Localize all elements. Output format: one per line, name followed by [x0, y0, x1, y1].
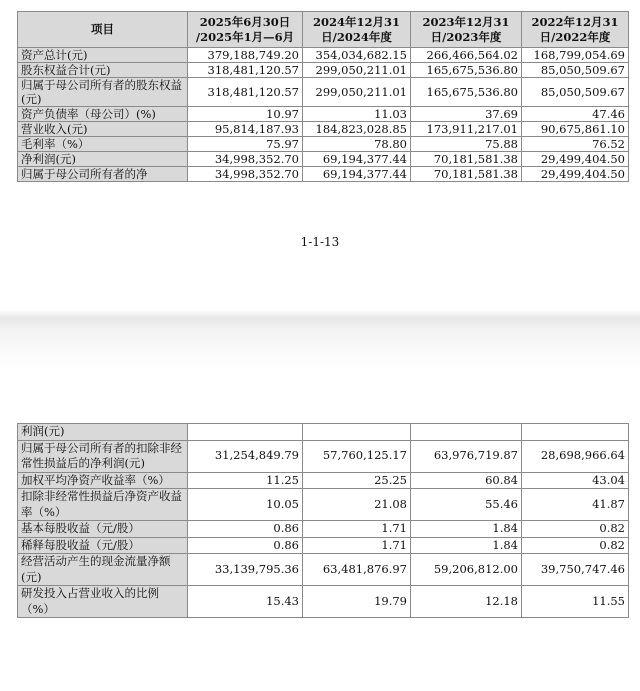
table-row	[18, 489, 629, 521]
cell-value: 75.88	[411, 137, 522, 152]
cell-value: 34,998,352.70	[188, 167, 303, 182]
cell-value: 0.82	[522, 537, 629, 554]
cell-value: 1.84	[411, 537, 522, 554]
table-row	[18, 521, 629, 538]
cell-value: 165,675,536.80	[411, 63, 522, 78]
cell-value: 63,976,719.87	[411, 440, 522, 472]
cell-value: 69,194,377.44	[303, 152, 411, 167]
row-label: 经营活动产生的现金流量净额(元)	[18, 554, 188, 586]
cell-value	[303, 424, 411, 441]
cell-value: 85,050,509.67	[522, 78, 629, 107]
table-row	[18, 554, 629, 586]
cell-value: 75.97	[188, 137, 303, 152]
table-row	[18, 424, 629, 441]
cell-value: 57,760,125.17	[303, 440, 411, 472]
cell-value: 60.84	[411, 472, 522, 489]
table-row	[18, 122, 629, 137]
cell-value: 1.71	[303, 537, 411, 554]
table-row	[18, 137, 629, 152]
page-break-divider	[0, 310, 640, 410]
cell-value: 31,254,849.79	[188, 440, 303, 472]
financial-table-top	[17, 11, 629, 182]
cell-value: 168,799,054.69	[522, 48, 629, 63]
cell-value: 34,998,352.70	[188, 152, 303, 167]
cell-value: 43.04	[522, 472, 629, 489]
cell-value: 39,750,747.46	[522, 554, 629, 586]
cell-value: 11.55	[522, 586, 629, 618]
cell-value: 21.08	[303, 489, 411, 521]
cell-value: 0.86	[188, 537, 303, 554]
cell-value	[411, 424, 522, 441]
cell-value: 85,050,509.67	[522, 63, 629, 78]
cell-value: 63,481,876.97	[303, 554, 411, 586]
cell-value: 29,499,404.50	[522, 152, 629, 167]
row-label: 资产总计(元)	[18, 48, 188, 63]
cell-value: 47.46	[522, 107, 629, 122]
cell-value: 70,181,581.38	[411, 167, 522, 182]
cell-value: 1.84	[411, 521, 522, 538]
cell-value	[188, 424, 303, 441]
cell-value: 28,698,966.64	[522, 440, 629, 472]
header-2025: 2025年6月30日 /2025年1月—6月	[188, 12, 303, 48]
cell-value: 318,481,120.57	[188, 63, 303, 78]
cell-value: 1.71	[303, 521, 411, 538]
table-row	[18, 107, 629, 122]
cell-value: 19.79	[303, 586, 411, 618]
cell-value: 354,034,682.15	[303, 48, 411, 63]
cell-value: 41.87	[522, 489, 629, 521]
cell-value	[522, 424, 629, 441]
cell-value: 29,499,404.50	[522, 167, 629, 182]
header-2024: 2024年12月31 日/2024年度	[303, 12, 411, 48]
cell-value: 11.03	[303, 107, 411, 122]
cell-value: 59,206,812.00	[411, 554, 522, 586]
cell-value: 69,194,377.44	[303, 167, 411, 182]
row-label: 资产负债率（母公司）(%)	[18, 107, 188, 122]
cell-value: 15.43	[188, 586, 303, 618]
table-row	[18, 167, 629, 182]
header-item: 项目	[18, 12, 188, 48]
row-label: 归属于母公司所有者的扣除非经常性损益后的净利润(元)	[18, 440, 188, 472]
table-row	[18, 152, 629, 167]
financial-table-bottom	[17, 423, 629, 618]
row-label: 营业收入(元)	[18, 122, 188, 137]
row-label: 基本每股收益（元/股）	[18, 521, 188, 538]
table-row	[18, 586, 629, 618]
row-label: 扣除非经常性损益后净资产收益率（%）	[18, 489, 188, 521]
row-label: 利润(元)	[18, 424, 188, 441]
cell-value: 266,466,564.02	[411, 48, 522, 63]
cell-value: 184,823,028.85	[303, 122, 411, 137]
cell-value: 76.52	[522, 137, 629, 152]
cell-value: 10.05	[188, 489, 303, 521]
table-row	[18, 537, 629, 554]
table-row	[18, 78, 629, 107]
cell-value: 379,188,749.20	[188, 48, 303, 63]
cell-value: 78.80	[303, 137, 411, 152]
table-header-row	[18, 12, 629, 48]
page-number: 1-1-13	[300, 235, 340, 249]
cell-value: 165,675,536.80	[411, 78, 522, 107]
row-label: 净利润(元)	[18, 152, 188, 167]
cell-value: 173,911,217.01	[411, 122, 522, 137]
cell-value: 0.86	[188, 521, 303, 538]
table-row	[18, 472, 629, 489]
cell-value: 11.25	[188, 472, 303, 489]
cell-value: 33,139,795.36	[188, 554, 303, 586]
header-2023: 2023年12月31 日/2023年度	[411, 12, 522, 48]
row-label: 毛利率（%）	[18, 137, 188, 152]
row-label: 股东权益合计(元)	[18, 63, 188, 78]
cell-value: 25.25	[303, 472, 411, 489]
cell-value: 90,675,861.10	[522, 122, 629, 137]
row-label: 研发投入占营业收入的比例（%）	[18, 586, 188, 618]
table-row	[18, 63, 629, 78]
cell-value: 37.69	[411, 107, 522, 122]
table-row	[18, 440, 629, 472]
cell-value: 0.82	[522, 521, 629, 538]
cell-value: 95,814,187.93	[188, 122, 303, 137]
cell-value: 70,181,581.38	[411, 152, 522, 167]
table-row	[18, 48, 629, 63]
row-label: 归属于母公司所有者的股东权益(元)	[18, 78, 188, 107]
cell-value: 55.46	[411, 489, 522, 521]
row-label: 加权平均净资产收益率（%）	[18, 472, 188, 489]
header-2022: 2022年12月31 日/2022年度	[522, 12, 629, 48]
cell-value: 318,481,120.57	[188, 78, 303, 107]
row-label: 稀释每股收益（元/股）	[18, 537, 188, 554]
cell-value: 299,050,211.01	[303, 78, 411, 107]
row-label: 归属于母公司所有者的净	[18, 167, 188, 182]
cell-value: 12.18	[411, 586, 522, 618]
cell-value: 299,050,211.01	[303, 63, 411, 78]
cell-value: 10.97	[188, 107, 303, 122]
